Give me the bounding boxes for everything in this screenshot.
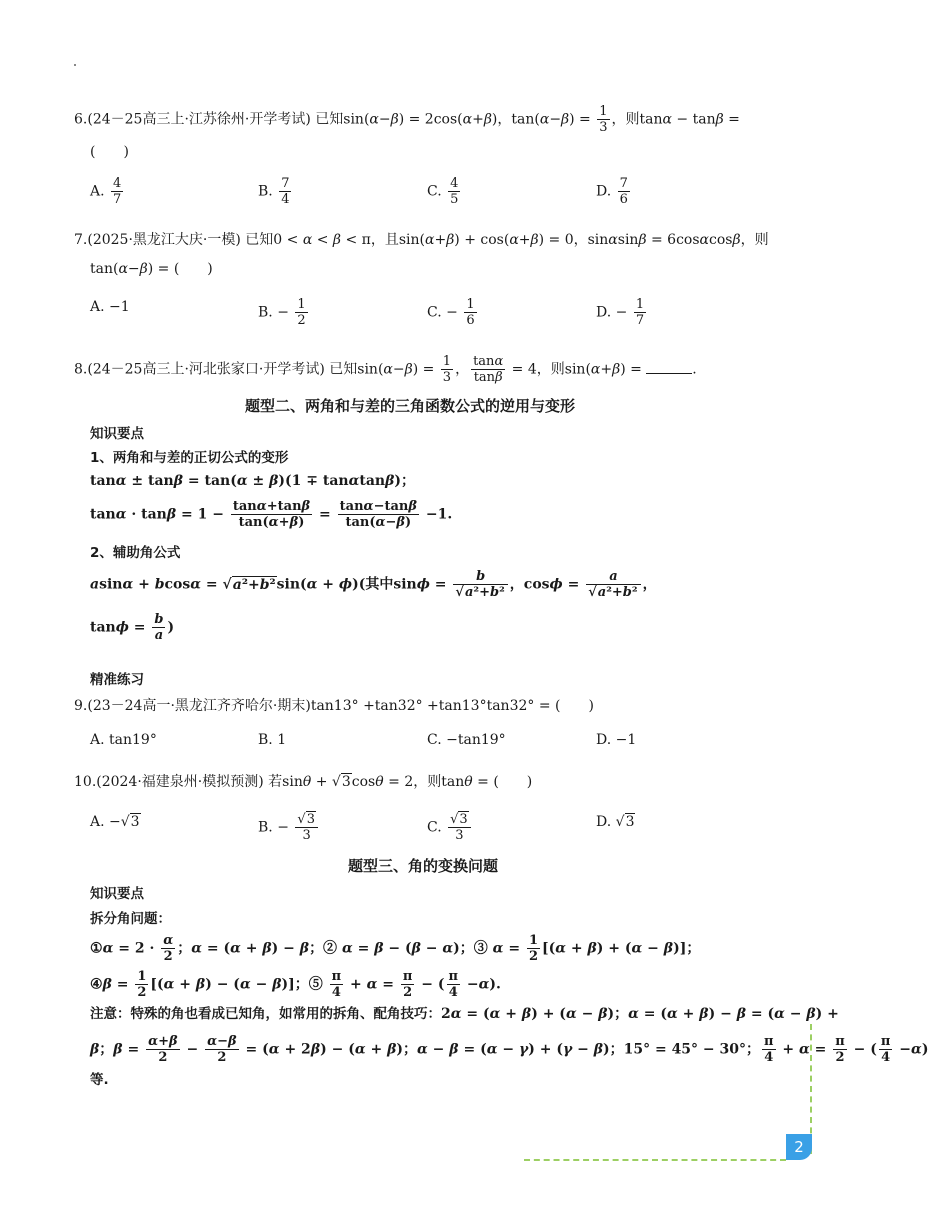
- formula-auxiliary-angle: asinα + bcosα = √a²+b²sin(α + ϕ)(其中sinϕ = $\frac{b}{\text{√a²+b²}}$ ，cosϕ = $\frac{a}{\text{√a²+b²}}$ ，: [90, 569, 657, 600]
- question-6-paren: ( ): [90, 144, 129, 160]
- formula-tan-phi: tanϕ = $\frac{b}{a}$ ): [90, 612, 175, 643]
- q9-option-c[interactable]: C. −tan19°: [427, 732, 506, 748]
- section-2-title: 题型二、两角和与差的三角函数公式的逆用与变形: [245, 397, 576, 415]
- q7-option-d[interactable]: D. − $\frac{1}{7}$: [596, 297, 645, 328]
- q9-option-d[interactable]: D. −1: [596, 732, 637, 748]
- question-6-stem: 6.(24－25高三上·江苏徐州·开学考试) 已知sin(α−β) = 2cos(α+β)，tan(α−β) = $\frac{1}{3}$ ，则tanα − tanβ =: [74, 104, 740, 135]
- q6-option-c[interactable]: C. $\frac{4}{5}$: [427, 176, 459, 207]
- question-8-stem: 8.(24－25高三上·河北张家口·开学考试) 已知sin(α−β) = $\frac{1}{3}$ ， $\frac{\tan\alpha}{\tan\beta}$ = 4，则sin(α+β) = .: [74, 354, 697, 385]
- section-2-knowledge: 知识要点: [90, 426, 144, 442]
- page-number: 2: [786, 1134, 812, 1160]
- question-7-stem: 7.(2025·黑龙江大庆·一模) 已知0 < α < β < π，且sin(α+β) + cos(α+β) = 0，sinαsinβ = 6cosαcosβ，则: [74, 232, 769, 248]
- q10-option-a[interactable]: A. −√3: [90, 814, 140, 830]
- border-decoration-horizontal: [524, 1159, 786, 1161]
- note-line-3: 等.: [90, 1072, 109, 1088]
- formula-tan-product: tanα · tanβ = 1 − $\frac{\tan\alpha+\tan\beta}{\tan(\alpha+\beta)}$ = $\frac{\tan\alpha-\tan\beta}{\tan(\alpha-\beta)}$ −1.: [90, 499, 453, 530]
- section-3-sub: 拆分角问题：: [90, 911, 171, 927]
- section-3-title: 题型三、角的变换问题: [348, 857, 499, 875]
- answer-blank[interactable]: [646, 361, 692, 374]
- formula-split-2: ④β = $\frac{1}{2}$ [(α + β) − (α − β)]；⑤ $\frac{\pi}{4}$ + α = $\frac{\pi}{2}$ − ( $\frac{\pi}{4}$ −α).: [90, 969, 501, 1000]
- q6-option-d[interactable]: D. $\frac{7}{6}$: [596, 176, 628, 207]
- q10-option-d[interactable]: D. √3: [596, 814, 635, 830]
- section-3-knowledge: 知识要点: [90, 886, 144, 902]
- formula-tan-sum: tanα ± tanβ = tan(α ± β)(1 ∓ tanαtanβ)；: [90, 473, 415, 489]
- question-9-stem: 9.(23－24高一·黑龙江齐齐哈尔·期末)tan13° +tan32° +tan13°tan32° = ( ): [74, 698, 594, 714]
- section-2-practice: 精准练习: [90, 672, 144, 688]
- note-line-2: β；β = $\frac{\alpha+\beta}{2}$ − $\frac{\alpha-\beta}{2}$ = (α + 2β) − (α + β)；α − β = (α − γ) + (γ − β)；15° = 45° − 30°； $\frac{\pi}{4}$ + α = $\frac{\pi}{2}$ − ( $\frac{\pi}{4}$ −α): [90, 1034, 928, 1065]
- scan-dot: [74, 64, 76, 66]
- q10-option-b[interactable]: B. − $\frac{√3}{3}$: [258, 812, 320, 843]
- q10-option-c[interactable]: C. $\frac{√3}{3}$: [427, 812, 473, 843]
- note-line-1: 注意：特殊的角也看成已知角，如常用的拆角、配角技巧：2α = (α + β) + (α − β)；α = (α + β) − β = (α − β) +: [90, 1006, 839, 1022]
- question-7-line2: tan(α−β) = ( ): [90, 261, 213, 277]
- question-10-stem: 10.(2024·福建泉州·模拟预测) 若sinθ + √3cosθ = 2，则tanθ = ( ): [74, 774, 533, 790]
- q6-option-b[interactable]: B. $\frac{7}{4}$: [258, 176, 290, 207]
- formula-split-1: ①α = 2 · $\frac{\alpha}{2}$ ；α = (α + β) − β；② α = β − (β − α)；③ α = $\frac{1}{2}$ [(α + β) + (α − β)]；: [90, 933, 701, 964]
- section-2-sub1: 1、两角和与差的正切公式的变形: [90, 450, 289, 466]
- q7-option-c[interactable]: C. − $\frac{1}{6}$: [427, 297, 475, 328]
- q7-option-b[interactable]: B. − $\frac{1}{2}$: [258, 297, 306, 328]
- q9-option-b[interactable]: B. 1: [258, 732, 287, 748]
- q7-option-a[interactable]: A. −1: [90, 299, 130, 315]
- section-2-sub2: 2、辅助角公式: [90, 545, 181, 561]
- q6-option-a[interactable]: A. $\frac{4}{7}$: [90, 176, 122, 207]
- q9-option-a[interactable]: A. tan19°: [90, 732, 157, 748]
